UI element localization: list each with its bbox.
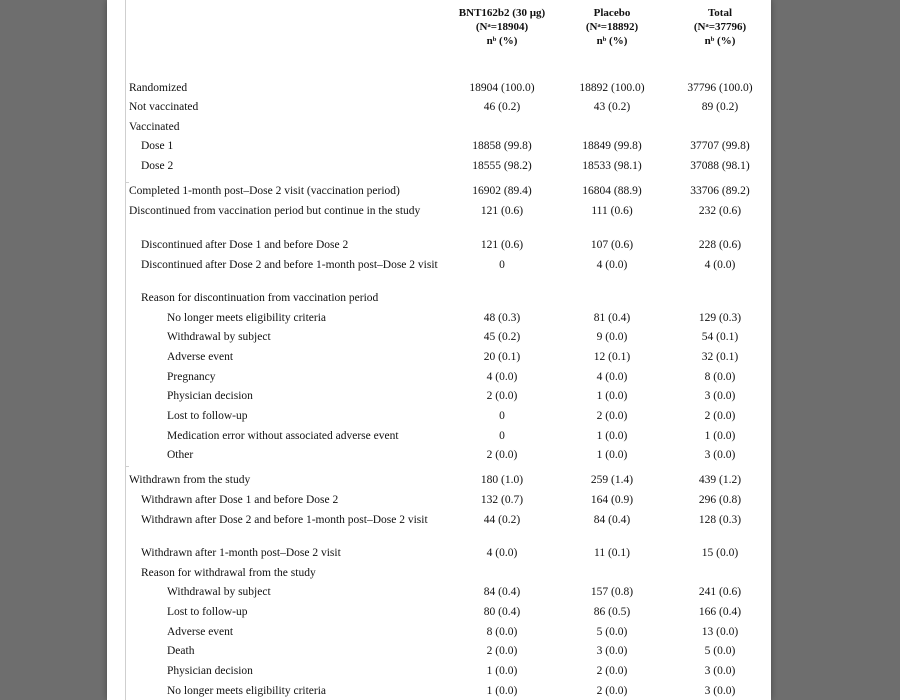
- cell-total: 13 (0.0): [701, 626, 739, 638]
- row-label: Lost to follow-up: [167, 606, 248, 618]
- cell-bnt162b2: 180 (1.0): [480, 474, 524, 486]
- cell-bnt162b2: 46 (0.2): [483, 101, 521, 113]
- row-label: Withdrawn after 1-month post–Dose 2 visit: [141, 547, 341, 559]
- row-label: Physician decision: [167, 665, 253, 677]
- cell-total: 1 (0.0): [704, 430, 736, 442]
- row-label: Dose 1: [141, 140, 174, 152]
- cell-placebo: 107 (0.6): [590, 239, 634, 251]
- cell-bnt162b2: 121 (0.6): [480, 205, 524, 217]
- cell-total: 166 (0.4): [698, 606, 742, 618]
- cell-total: 2 (0.0): [704, 410, 736, 422]
- cell-total: 37088 (98.1): [690, 160, 750, 172]
- cell-placebo: 16804 (88.9): [582, 185, 642, 197]
- cell-placebo: 111 (0.6): [591, 205, 633, 217]
- cell-bnt162b2: 0: [499, 410, 505, 422]
- cell-bnt162b2: 45 (0.2): [483, 331, 521, 343]
- cell-placebo: 11 (0.1): [594, 547, 630, 559]
- cell-total: 8 (0.0): [704, 371, 736, 383]
- row-label: Reason for discontinuation from vaccination period: [141, 292, 379, 304]
- cell-total: 54 (0.1): [701, 331, 739, 343]
- cell-placebo: 4 (0.0): [596, 371, 628, 383]
- cell-bnt162b2: 1 (0.0): [486, 665, 518, 677]
- cell-total: 4 (0.0): [704, 259, 736, 271]
- column-header-n: (Nᵃ=18904): [475, 21, 529, 33]
- row-label: Medication error without associated adverse event: [167, 430, 399, 442]
- cell-placebo: 1 (0.0): [596, 390, 628, 402]
- cell-placebo: 4 (0.0): [596, 259, 628, 271]
- cell-bnt162b2: 18858 (99.8): [472, 140, 532, 152]
- cell-placebo: 18892 (100.0): [579, 82, 645, 94]
- cell-placebo: 164 (0.9): [590, 494, 634, 506]
- cell-bnt162b2: 2 (0.0): [486, 645, 518, 657]
- cell-total: 296 (0.8): [698, 494, 742, 506]
- row-label: Pregnancy: [167, 371, 216, 383]
- cell-bnt162b2: 1 (0.0): [486, 685, 518, 697]
- cell-bnt162b2: 20 (0.1): [483, 351, 521, 363]
- cell-bnt162b2: 16902 (89.4): [472, 185, 532, 197]
- cell-bnt162b2: 121 (0.6): [480, 239, 524, 251]
- cell-placebo: 86 (0.5): [593, 606, 631, 618]
- column-header-bnt162b2: [447, 6, 557, 48]
- row-label: Withdrawal by subject: [167, 331, 271, 343]
- row-label: Reason for withdrawal from the study: [141, 567, 316, 579]
- cell-total: 37707 (99.8): [690, 140, 750, 152]
- column-header-placebo: [557, 6, 667, 48]
- row-label: Withdrawn after Dose 2 and before 1-month post–Dose 2 visit: [141, 514, 428, 526]
- row-label: Withdrawn after Dose 1 and before Dose 2: [141, 494, 339, 506]
- cell-bnt162b2: 8 (0.0): [486, 626, 518, 638]
- column-header-unit: nᵇ (%): [596, 35, 628, 47]
- cell-total: 33706 (89.2): [690, 185, 750, 197]
- document-page: [107, 0, 771, 700]
- cell-placebo: 2 (0.0): [596, 685, 628, 697]
- cell-total: 241 (0.6): [698, 586, 742, 598]
- row-group-separator: [125, 182, 129, 183]
- cell-total: 3 (0.0): [704, 390, 736, 402]
- column-header-title: Total: [707, 7, 733, 19]
- row-label: Randomized: [129, 82, 188, 94]
- row-label: Not vaccinated: [129, 101, 199, 113]
- row-label: Discontinued from vaccination period but continue in the study: [129, 205, 421, 217]
- row-label: Adverse event: [167, 351, 234, 363]
- cell-bnt162b2: 132 (0.7): [480, 494, 524, 506]
- row-label: Physician decision: [167, 390, 253, 402]
- cell-bnt162b2: 48 (0.3): [483, 312, 521, 324]
- cell-placebo: 5 (0.0): [596, 626, 628, 638]
- cell-total: 128 (0.3): [698, 514, 742, 526]
- cell-total: 228 (0.6): [698, 239, 742, 251]
- cell-placebo: 43 (0.2): [593, 101, 631, 113]
- row-label: Death: [167, 645, 195, 657]
- cell-placebo: 18849 (99.8): [582, 140, 642, 152]
- cell-total: 15 (0.0): [701, 547, 739, 559]
- cell-total: 129 (0.3): [698, 312, 742, 324]
- row-label: No longer meets eligibility criteria: [167, 685, 327, 697]
- column-header-n: (Nᵃ=18892): [585, 21, 639, 33]
- row-label: Discontinued after Dose 2 and before 1-month post–Dose 2 visit: [141, 259, 438, 271]
- column-header-n: (Nᵃ=37796): [693, 21, 747, 33]
- column-header-total: [665, 6, 771, 48]
- row-label: Withdrawal by subject: [167, 586, 271, 598]
- cell-bnt162b2: 2 (0.0): [486, 390, 518, 402]
- cell-bnt162b2: 0: [499, 259, 505, 271]
- cell-placebo: 81 (0.4): [593, 312, 631, 324]
- cell-bnt162b2: 4 (0.0): [486, 547, 518, 559]
- row-label: Adverse event: [167, 626, 234, 638]
- row-label: Vaccinated: [129, 121, 180, 133]
- cell-total: 37796 (100.0): [687, 82, 753, 94]
- column-header-title: Placebo: [593, 7, 631, 19]
- cell-total: 3 (0.0): [704, 685, 736, 697]
- cell-total: 5 (0.0): [704, 645, 736, 657]
- row-group-separator: [125, 466, 129, 467]
- cell-placebo: 2 (0.0): [596, 665, 628, 677]
- cell-placebo: 9 (0.0): [596, 331, 628, 343]
- cell-bnt162b2: 80 (0.4): [483, 606, 521, 618]
- cell-bnt162b2: 84 (0.4): [483, 586, 521, 598]
- column-header-unit: nᵇ (%): [704, 35, 736, 47]
- cell-bnt162b2: 44 (0.2): [483, 514, 521, 526]
- cell-total: 3 (0.0): [704, 665, 736, 677]
- cell-total: 3 (0.0): [704, 449, 736, 461]
- cell-bnt162b2: 2 (0.0): [486, 449, 518, 461]
- column-header-title: BNT162b2 (30 µg): [458, 7, 546, 19]
- cell-placebo: 1 (0.0): [596, 449, 628, 461]
- row-label: Dose 2: [141, 160, 174, 172]
- row-label: Discontinued after Dose 1 and before Dose 2: [141, 239, 349, 251]
- row-label: Other: [167, 449, 194, 461]
- column-header-unit: nᵇ (%): [486, 35, 518, 47]
- cell-placebo: 12 (0.1): [593, 351, 631, 363]
- cell-placebo: 1 (0.0): [596, 430, 628, 442]
- row-label: No longer meets eligibility criteria: [167, 312, 327, 324]
- cell-bnt162b2: 18555 (98.2): [472, 160, 532, 172]
- cell-bnt162b2: 4 (0.0): [486, 371, 518, 383]
- cell-total: 89 (0.2): [701, 101, 739, 113]
- cell-placebo: 84 (0.4): [593, 514, 631, 526]
- table-left-border: [125, 0, 126, 700]
- cell-total: 439 (1.2): [698, 474, 742, 486]
- row-label: Lost to follow-up: [167, 410, 248, 422]
- cell-bnt162b2: 18904 (100.0): [469, 82, 535, 94]
- cell-placebo: 157 (0.8): [590, 586, 634, 598]
- row-label: Withdrawn from the study: [129, 474, 251, 486]
- cell-bnt162b2: 0: [499, 430, 505, 442]
- cell-placebo: 259 (1.4): [590, 474, 634, 486]
- cell-total: 32 (0.1): [701, 351, 739, 363]
- cell-total: 232 (0.6): [698, 205, 742, 217]
- cell-placebo: 2 (0.0): [596, 410, 628, 422]
- cell-placebo: 3 (0.0): [596, 645, 628, 657]
- row-label: Completed 1-month post–Dose 2 visit (vaccination period): [129, 185, 400, 197]
- cell-placebo: 18533 (98.1): [582, 160, 642, 172]
